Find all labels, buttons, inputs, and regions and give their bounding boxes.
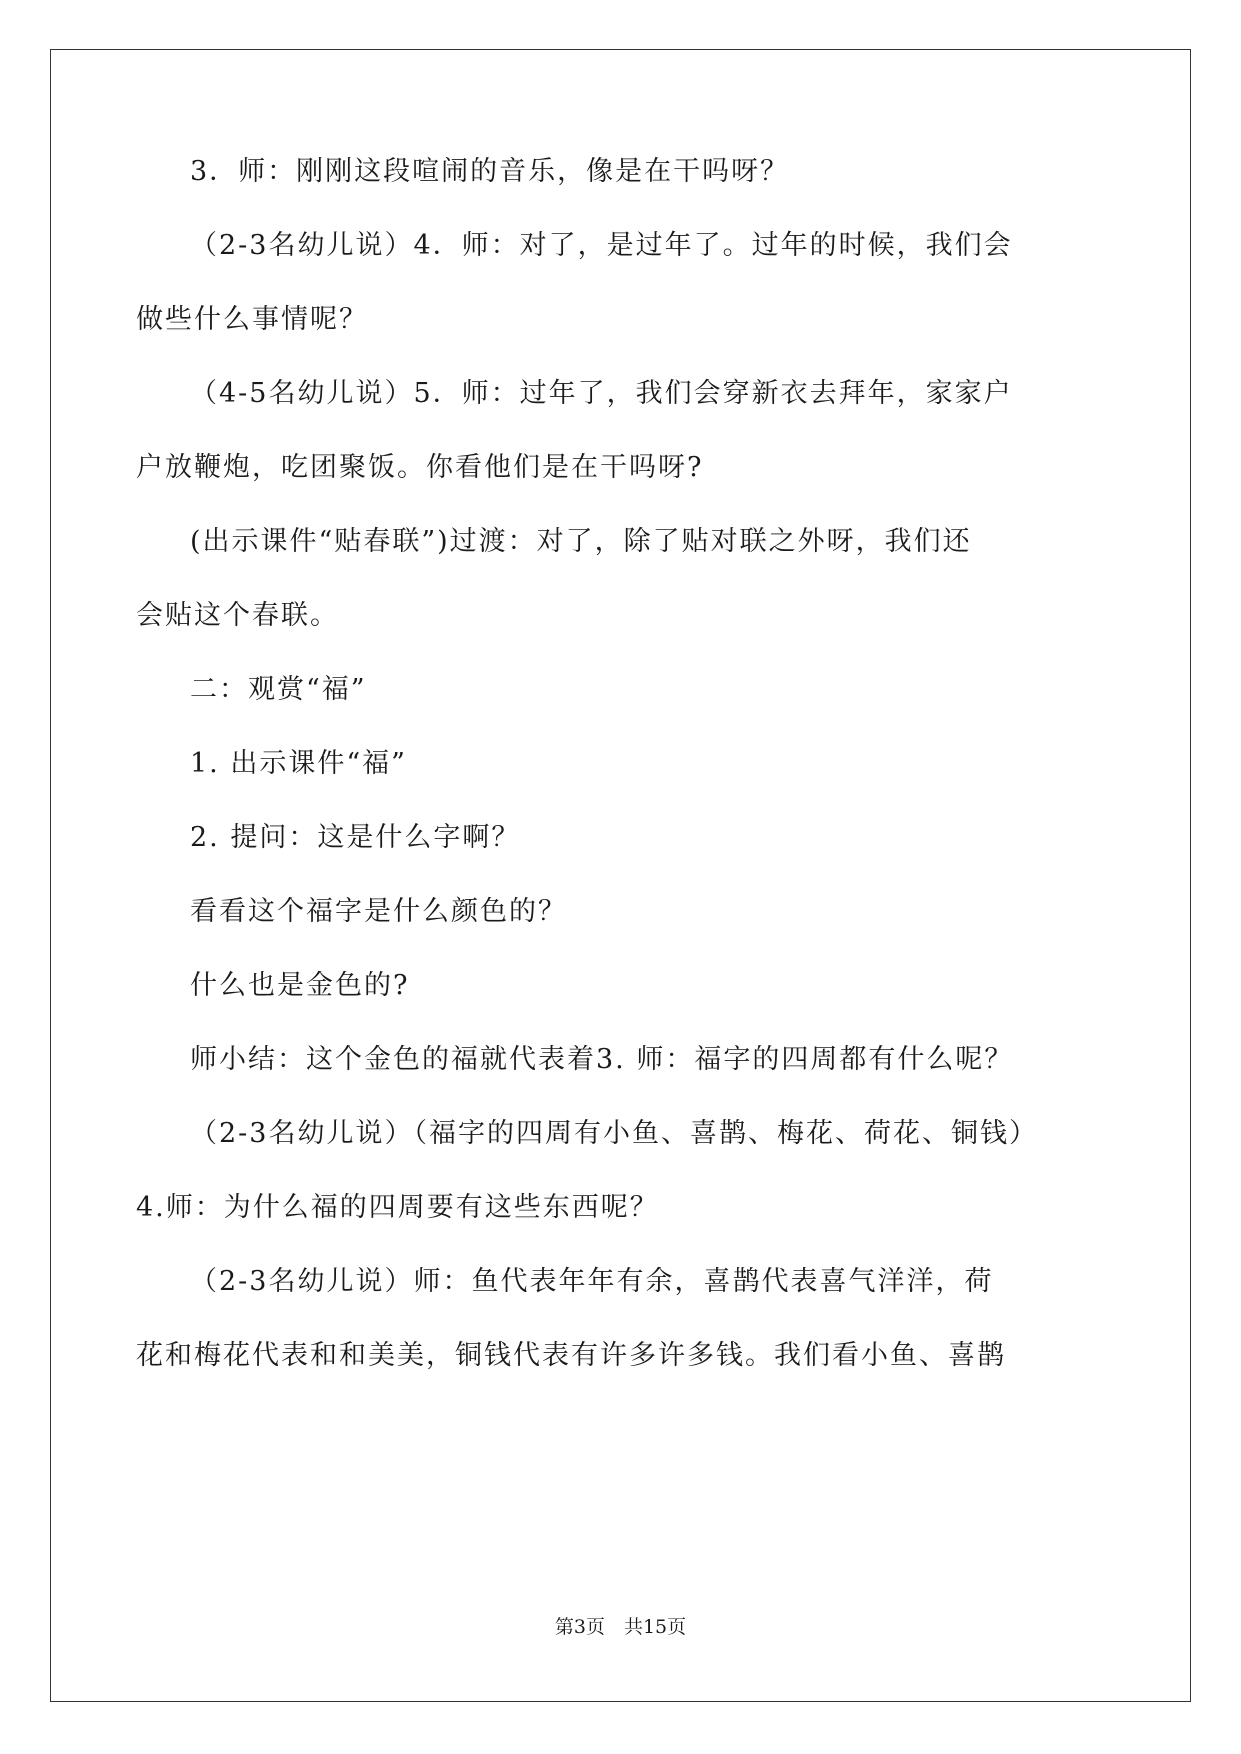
section-heading: 二：观赏“福” [190,674,367,705]
text-line: 4.师：为什么福的四周要有这些东西呢？ [136,1192,659,1223]
text-line: 花和梅花代表和和美美，铜钱代表有许多许多钱。我们看小鱼、喜鹊 [136,1340,1006,1371]
text-line: 1. 出示课件“福” [190,748,407,779]
text-line: （2-3名幼儿说）师：鱼代表年年有余，喜鹊代表喜气洋洋，荷 [190,1266,994,1297]
page-number-footer: 第3页 共15页 [554,1616,687,1638]
text-line: 师小结：这个金色的福就代表着3. 师：福字的四周都有什么呢？ [190,1044,1014,1075]
text-line: （2-3名幼儿说）4．师：对了，是过年了。过年的时候，我们会 [190,230,1013,261]
text-line: 什么也是金色的? [190,970,410,1001]
text-line: (出示课件“贴春联”)过渡：对了，除了贴对联之外呀，我们还 [190,526,972,557]
text-line: （4-5名幼儿说）5．师：过年了，我们会穿新衣去拜年，家家户 [190,378,1013,409]
text-line: 3．师：刚刚这段喧闹的音乐，像是在干吗呀？ [190,156,790,187]
text-line: 做些什么事情呢？ [136,304,368,335]
page-border [50,49,1191,1702]
text-line: 2. 提问：这是什么字啊？ [190,822,521,853]
text-line: （2-3名幼儿说）（福字的四周有小鱼、喜鹊、梅花、荷花、铜钱） [190,1118,1038,1149]
text-line: 看看这个福字是什么颜色的？ [190,896,567,927]
text-line: 户放鞭炮，吃团聚饭。你看他们是在干吗呀? [136,452,704,483]
text-line: 会贴这个春联。 [136,600,339,631]
